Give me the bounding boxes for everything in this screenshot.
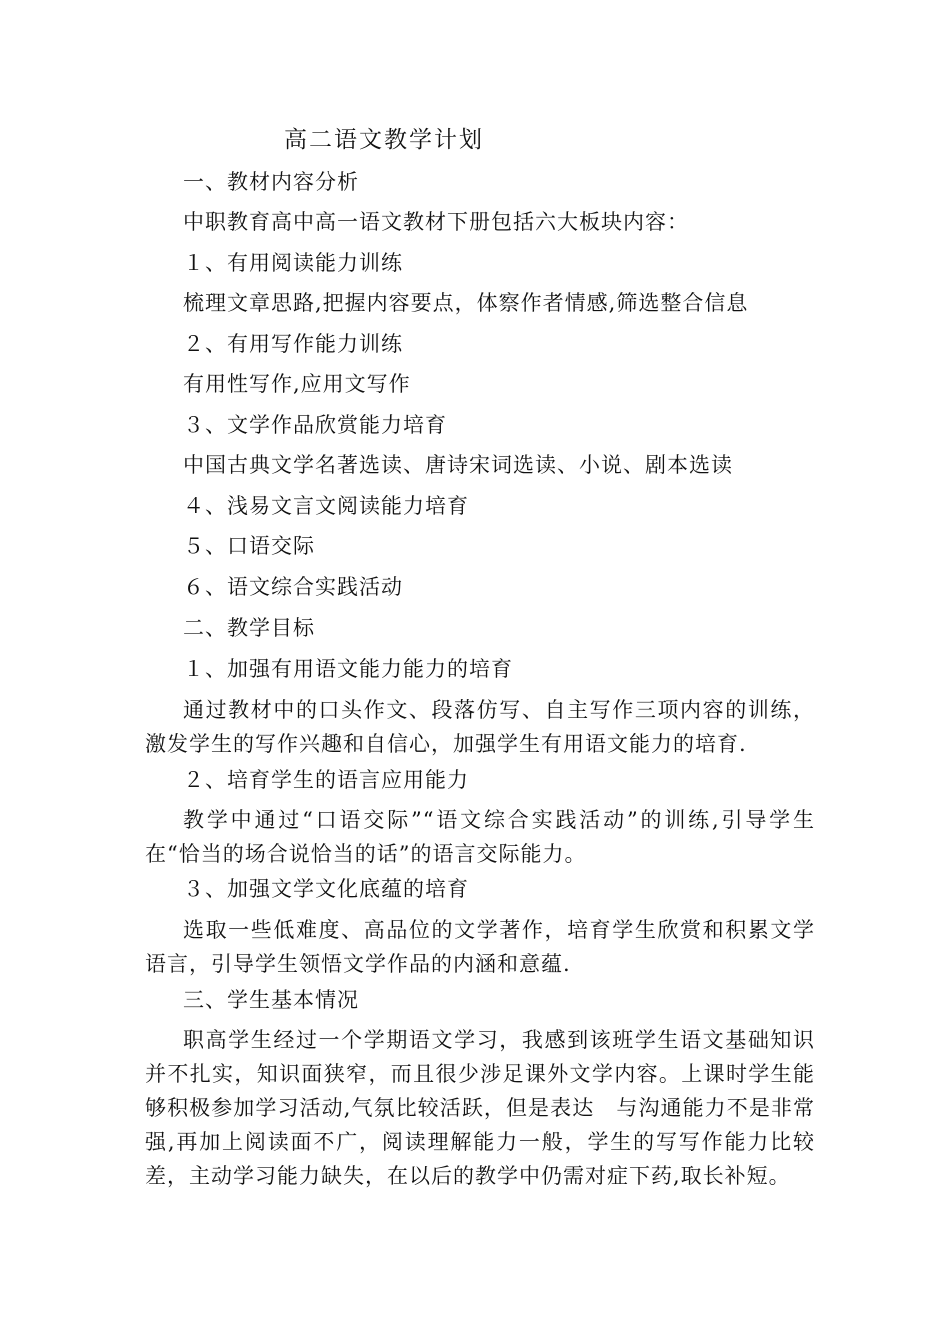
section-heading: 一、教材内容分析 [183, 170, 359, 194]
list-item-label: ３、加强文学文化底蕴的培育 [183, 877, 469, 901]
list-item-detail: 教学中通过“口语交际”“语文综合实践活动”的训练,引导学生在“恰当的场合说恰当的话”的语言交际能力。 [145, 808, 815, 866]
list-item-label: １、加强有用语文能力能力的培育 [183, 657, 513, 681]
list-item-label: ６、语文综合实践活动 [183, 575, 403, 599]
list-item-label: ５、口语交际 [183, 534, 315, 558]
list-item-label: ４、浅易文言文阅读能力培育 [183, 494, 469, 518]
list-item-detail: 梳理文章思路,把握内容要点，体察作者情感,筛选整合信息 [183, 291, 749, 315]
list-item-detail: 选取一些低难度、高品位的文学著作，培育学生欣赏和积累文学语言，引导学生领悟文学作品的内涵和意蕴. [145, 918, 815, 976]
list-item-detail: 通过教材中的口头作文、段落仿写、自主写作三项内容的训练，激发学生的写作兴趣和自信心，加强学生有用语文能力的培育. [145, 698, 815, 756]
list-item-label: ３、文学作品欣赏能力培育 [183, 413, 447, 437]
document-title: 高二语文教学计划 [284, 127, 484, 153]
section-body: 职高学生经过一个学期语文学习，我感到该班学生语文基础知识并不扎实，知识面狭窄，而且很少涉足课外文学内容。上课时学生能够积极参加学习活动,气氛比较活跃，但是表达 与沟通能力不是非常强,再加上阅读面不广，阅读理解能力一般，学生的写写作能力比较差，主动学习能力缺失，在以后的教学中仍需对症下药,取长补短。 [145, 1028, 815, 1188]
list-item-label: ２、培育学生的语言应用能力 [183, 768, 469, 792]
section-intro: 中职教育高中高一语文教材下册包括六大板块内容： [183, 210, 689, 234]
list-item-label: ２、有用写作能力训练 [183, 332, 403, 356]
list-item-detail: 中国古典文学名著选读、唐诗宋词选读、小说、剧本选读 [183, 453, 733, 477]
section-heading: 三、学生基本情况 [183, 988, 359, 1012]
list-item-label: １、有用阅读能力训练 [183, 251, 403, 275]
section-heading: 二、教学目标 [183, 616, 315, 640]
list-item-detail: 有用性写作,应用文写作 [183, 372, 411, 396]
